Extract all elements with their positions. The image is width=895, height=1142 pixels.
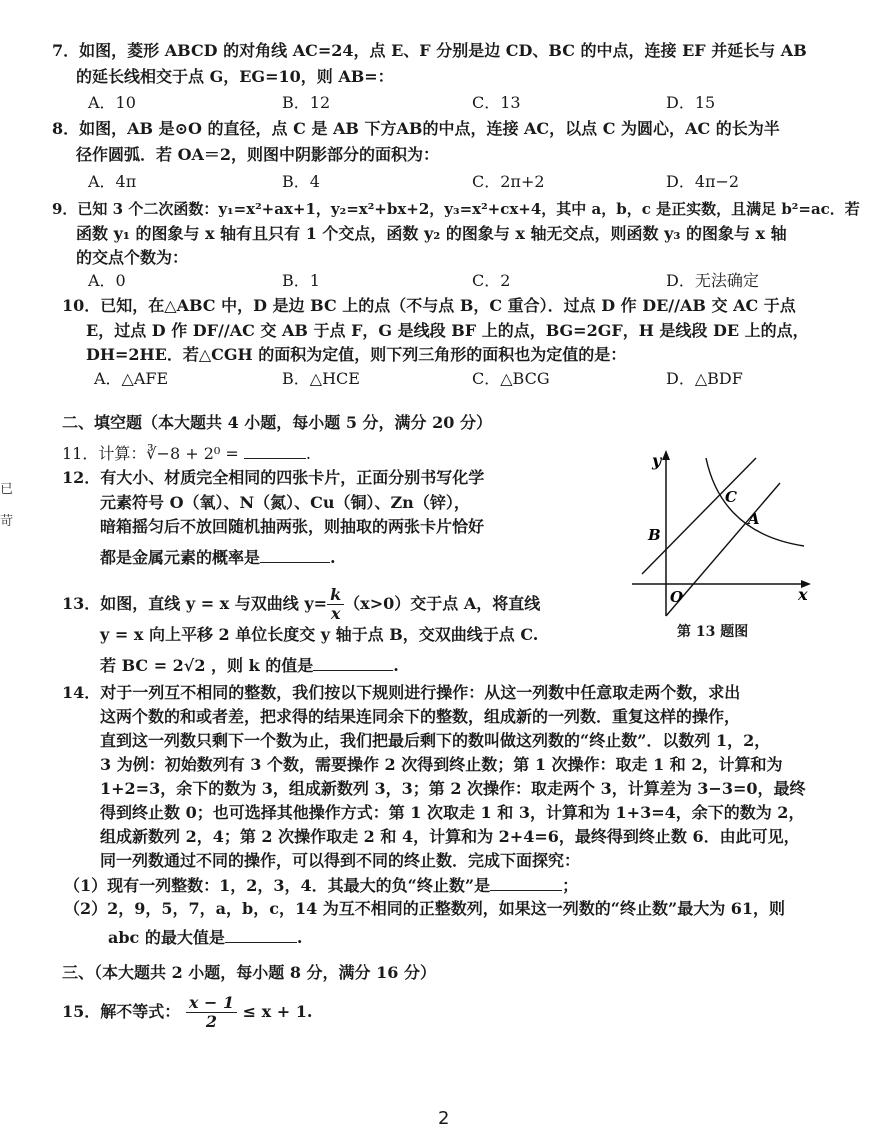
q10-line-2: E，过点 D 作 DF//AC 交 AB 于点 F，G 是线段 BF 上的点，BG=2GF，H 是线段 DE 上的点，: [86, 321, 809, 340]
q12-text: 都是金属元素的概率是: [100, 548, 261, 567]
q15-line: [62, 990, 312, 1034]
q15-fraction: [186, 994, 237, 1031]
q15-suffix: ≤ x + 1.: [242, 1002, 313, 1021]
q13-answer-blank: [313, 654, 393, 671]
q8-option-a: A．4π: [88, 172, 137, 191]
q13-line-1: [62, 586, 540, 623]
q14-line-4: 3 为例：初始数列有 3 个数，需要操作 2 次得到终止数；第 1 次操作：取走 1 和 2，计算和为: [100, 755, 783, 774]
q10-line-3: DH=2HE．若△CGH 的面积为定值，则下列三角形的面积也为定值的是：: [86, 345, 627, 364]
q14-line-6: 得到终止数 0；也可选择其他操作方式：第 1 次取走 1 和 3，计算和为 1+3=4，余下的数为 2，: [100, 803, 805, 822]
figure-13-caption: 第 13 题图: [677, 624, 749, 640]
q15-prefix: 15．解不等式：: [62, 1002, 181, 1021]
q8-option-d: D．4π−2: [666, 172, 740, 191]
q7-line-1: 7．如图，菱形 ABCD 的对角线 AC=24，点 E、F 分别是边 CD、BC 的中点，连接 EF 并延长与 AB: [52, 41, 807, 60]
q11-line: 11．计算：∛−8 + 2⁰ = .: [62, 444, 311, 463]
q13-frac-num: k: [327, 586, 344, 605]
q8-line-2: 径作圆弧．若 OA＝2，则图中阴影部分的面积为：: [76, 145, 440, 164]
section-3-heading: 三、（本大题共 2 小题，每小题 8 分，满分 16 分）: [62, 963, 436, 982]
q13-frac-den: x: [330, 604, 341, 623]
q7-line-2: 的延长线相交于点 G，EG=10，则 AB=：: [76, 67, 394, 86]
fig13-y-arrow: [662, 450, 670, 460]
q9-option-d: D．无法确定: [666, 271, 759, 290]
q11-answer-blank: [244, 442, 306, 459]
q12-line-2: 元素符号 O（氧）、N（氮）、Cu（铜）、Zn（锌），: [100, 493, 470, 512]
q12-line-4: 都是金属元素的概率是 .: [100, 548, 336, 567]
q9-line-3: 的交点个数为：: [76, 248, 189, 267]
q10-option-b: B．△HCE: [282, 369, 360, 388]
q14-line-8: 同一列数通过不同的操作，可以得到不同的终止数．完成下面探究：: [100, 851, 581, 870]
fig13-label-a: A: [748, 510, 760, 528]
q14-part-2: （2）2，9，5，7，a，b，c，14 为互不相同的正整数列，如果这一列数的“终止数”最大为 61，则: [64, 899, 786, 918]
q15-frac-num: x − 1: [186, 994, 237, 1013]
q10-option-c: C．△BCG: [472, 369, 550, 388]
q14-part-1-blank: [490, 874, 562, 891]
q7-option-d: D．15: [666, 93, 716, 112]
q14-part-3-text: abc 的最大值是: [108, 928, 225, 947]
fig13-line-shifted: [642, 458, 756, 574]
q15-frac-den: 2: [205, 1012, 218, 1031]
margin-mark-2: 苛: [0, 514, 14, 529]
q12-line-1: 12．有大小、材质完全相同的四张卡片，正面分别书写化学: [62, 468, 485, 487]
q13-text-a: 13．如图，直线 y = x 与双曲线 y=: [62, 594, 328, 613]
q11-text: 11．计算：∛−8 + 2⁰ =: [62, 444, 239, 463]
q10-line-1: 10．已知，在△ABC 中，D 是边 BC 上的点（不与点 B，C 重合）．过点 D 作 DE//AB 交 AC 于点: [62, 296, 796, 315]
q14-part-1: （1）现有一列整数：1，2，3，4．其最大的负“终止数”是 ；: [64, 876, 579, 895]
q14-line-2: 这两个数的和或者差，把求得的结果连同余下的整数，组成新的一列数．重复这样的操作，: [100, 707, 741, 726]
q14-part-3-blank: [225, 926, 297, 943]
margin-mark-1: 已: [0, 482, 14, 497]
q14-line-5: 1+2=3，余下的数为 3，组成新数列 3，3；第 2 次操作：取走两个 3，计算差为 3−3=0，最终: [100, 779, 806, 798]
q9-option-c: C．2: [472, 271, 511, 290]
q9-option-b: B．1: [282, 271, 320, 290]
q8-line-1: 8．如图，AB 是⊙O 的直径，点 C 是 AB 下方AB的中点，连接 AC，以点 C 为圆心，AC 的长为半: [52, 119, 780, 138]
q13-fraction: [327, 586, 344, 623]
q10-option-a: A．△AFE: [94, 369, 169, 388]
q13-line-3: 若 BC = 2√2 ，则 k 的值是 .: [100, 656, 399, 675]
q9-line-1: 9．已知 3 个二次函数：y₁=x²+ax+1，y₂=x²+bx+2，y₃=x²+cx+4，其中 a，b，c 是正实数，且满足 b²=ac．若: [52, 200, 860, 218]
q9-line-2: 函数 y₁ 的图象与 x 轴有且只有 1 个交点，函数 y₂ 的图象与 x 轴无交点，则函数 y₃ 的图象与 x 轴: [76, 224, 787, 243]
fig13-label-b: B: [648, 526, 661, 544]
q12-answer-blank: [260, 546, 330, 563]
figure-13: [628, 446, 818, 621]
q14-line-3: 直到这一列数只剩下一个数为止，我们把最后剩下的数叫做这列数的“终止数”．以数列 1，2，: [100, 731, 771, 750]
page-number: 2: [438, 1108, 450, 1129]
q8-option-c: C．2π+2: [472, 172, 545, 191]
fig13-line-y-eq-x: [666, 483, 780, 616]
q7-option-b: B．12: [282, 93, 331, 112]
fig13-label-c: C: [725, 488, 737, 506]
fig13-label-y: y: [652, 451, 662, 470]
q14-line-7: 组成新数列 2，4；第 2 次操作取走 2 和 4，计算和为 2+4=6，最终得到终止数 6．由此可见，: [100, 827, 800, 846]
fig13-label-x: x: [798, 585, 808, 604]
q14-line-1: 14．对于一列互不相同的整数，我们按以下规则进行操作：从这一列数中任意取走两个数，求出: [62, 683, 741, 702]
section-2-heading: 二、填空题（本大题共 4 小题，每小题 5 分，满分 20 分）: [62, 413, 492, 432]
q7-option-a: A．10: [88, 93, 136, 112]
q13-line-2: y = x 向上平移 2 单位长度交 y 轴于点 B，交双曲线于点 C.: [100, 625, 539, 644]
q8-option-b: B．4: [282, 172, 320, 191]
q10-option-d: D．△BDF: [666, 369, 743, 388]
fig13-hyperbola: [706, 458, 804, 546]
q14-part-1-text: （1）现有一列整数：1，2，3，4．其最大的负“终止数”是: [64, 876, 491, 895]
q9-option-a: A．0: [88, 271, 126, 290]
q14-part-3: abc 的最大值是 .: [108, 928, 303, 947]
q13-text-c: 若 BC = 2√2 ，则 k 的值是: [100, 656, 314, 675]
fig13-label-o: O: [670, 588, 684, 606]
q7-option-c: C．13: [472, 93, 521, 112]
q12-line-3: 暗箱摇匀后不放回随机抽两张，则抽取的两张卡片恰好: [100, 517, 485, 536]
q13-text-b: （x>0）交于点 A，将直线: [344, 594, 541, 613]
